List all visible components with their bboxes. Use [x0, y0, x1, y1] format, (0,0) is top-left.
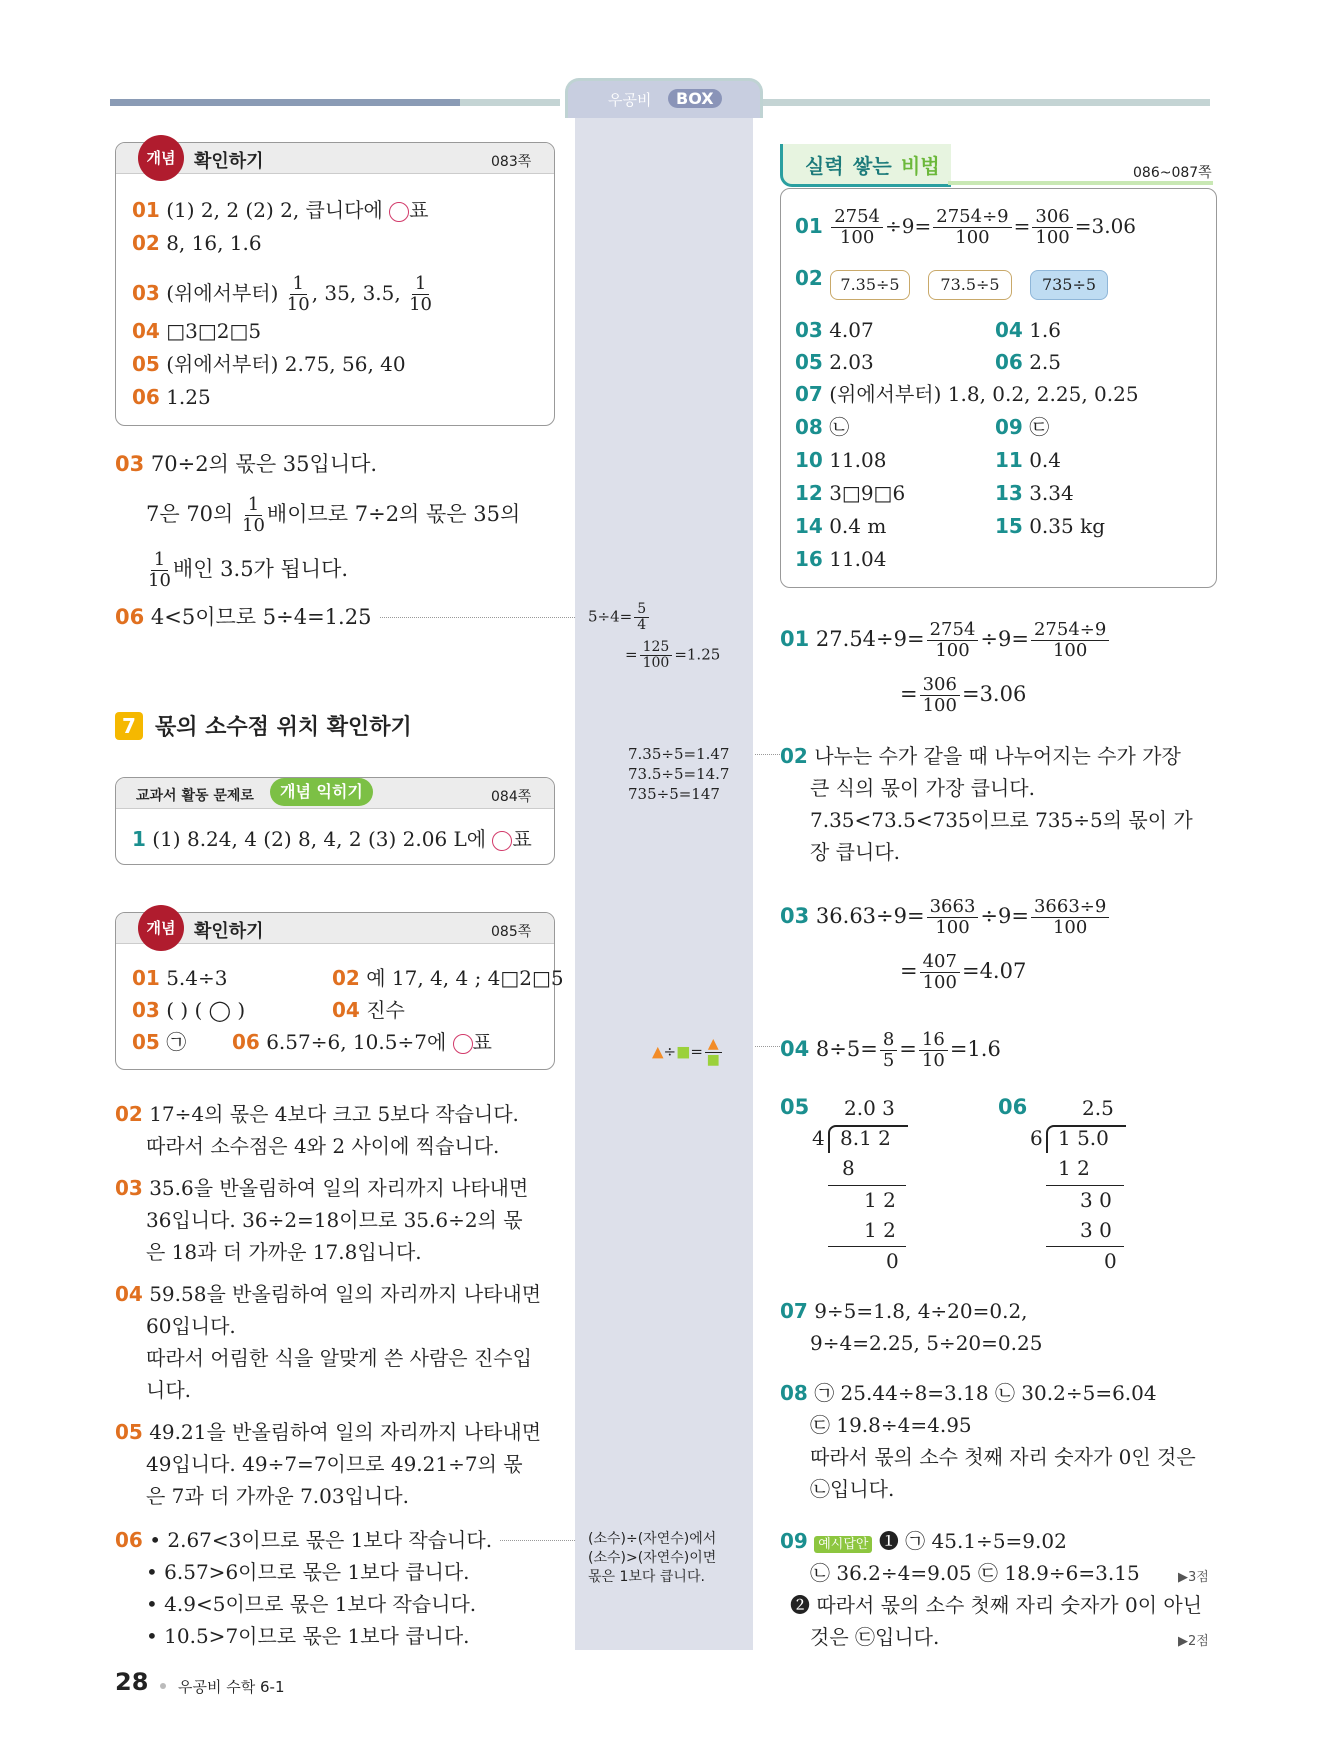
points-3: ▶3점 — [1178, 1570, 1209, 1585]
re-01: 01 27.54÷9= $\frac{2754}{100}$ ÷9= $\frac{2754\div 9}{100}$ — [780, 620, 1111, 661]
exp-02: 02 17÷4의 몫은 4보다 크고 5보다 작습니다. — [115, 1102, 519, 1126]
top-rule-left — [110, 99, 460, 106]
section-number: 7 — [115, 712, 143, 740]
re-07: 07 9÷5=1.8, 4÷20=0.2, — [780, 1299, 1028, 1323]
b1-03: 03 (위에서부터) $\frac{1}{10}$ , 35, 3.5, $\frac{1}{10}$ — [132, 273, 432, 315]
leader-dots-4 — [500, 1540, 575, 1541]
concept-badge: 개념 — [138, 135, 184, 181]
b3-02: 02 예 17, 4, 4 ; 4□2□5 — [332, 966, 564, 990]
footer-dot — [160, 1683, 166, 1689]
long-division-05: 2.0 3 4 8.1 2 8 1 2 1 2 0 — [812, 1093, 922, 1273]
section-title: 몫의 소수점 위치 확인하기 — [155, 715, 412, 740]
b1-04: 04 □3□2□5 — [132, 319, 262, 343]
b3-01: 01 5.4÷3 — [132, 966, 228, 990]
concept-badge: 개념 — [138, 905, 184, 951]
leader-dots-1 — [380, 617, 575, 618]
rb-02: 02 — [795, 266, 823, 290]
exp-03: 03 35.6을 반올림하여 일의 자리까지 나타내면 — [115, 1176, 529, 1200]
points-2: ▶2점 — [1178, 1634, 1209, 1649]
b3-03: 03 ( ) ( ◯ ) — [132, 998, 246, 1022]
exp06: 06 4<5이므로 5÷4=1.25 — [115, 605, 372, 629]
re-01b: = $\frac{306}{100}$ =3.06 — [900, 674, 1027, 716]
skill-title-2: 쌓는 — [853, 154, 892, 178]
box-page: 083쪽 — [491, 154, 532, 170]
b3-04: 04 진수 — [332, 998, 405, 1022]
exp03-l2: 7은 70의 $\frac{1}{10}$ 배이므로 7÷2의 몫은 35의 — [146, 494, 521, 536]
book-title: 우공비 수학 6-1 — [178, 1678, 285, 1696]
box2-lead: 교과서 활동 문제로 — [136, 788, 254, 804]
re-02: 02 나누는 수가 같을 때 나누어지는 수가 가장 — [780, 744, 1181, 768]
box-tab-box: BOX — [668, 89, 722, 108]
circle-mark — [453, 1034, 473, 1054]
re-09: 09 예시답안 ❶ ㉠ 45.1÷5=9.02 — [780, 1529, 1067, 1553]
answer-badge: 예시답안 — [814, 1536, 872, 1553]
b1-05: 05 (위에서부터) 2.75, 56, 40 — [132, 352, 406, 376]
b3-06: 06 6.57÷6, 10.5÷7에 표 — [232, 1030, 492, 1054]
exp-05: 05 49.21을 반올림하여 일의 자리까지 나타내면 — [115, 1420, 542, 1444]
mid-note-1: 5÷4= $\frac{5}{4}$ — [588, 602, 651, 633]
re-03: 03 36.63÷9= $\frac{3663}{100}$ ÷9= $\frac{3663\div 9}{100}$ — [780, 897, 1111, 938]
b1-02: 02 8, 16, 1.6 — [132, 231, 262, 255]
box-page: 085쪽 — [491, 924, 532, 940]
re-03b: = $\frac{407}{100}$ =4.07 — [900, 951, 1027, 993]
long-division-06: 2.5 6 1 5.0 1 2 3 0 3 0 0 — [1030, 1093, 1140, 1273]
b2-1: 1 (1) 8.24, 4 (2) 8, 4, 2 (3) 2.06 L에 표 — [132, 827, 532, 851]
re-08: 08 ㉠ 25.44÷8=3.18 ㉡ 30.2÷5=6.04 — [780, 1381, 1157, 1405]
page-number: 28 — [115, 1668, 149, 1696]
exp-04: 04 59.58을 반올림하여 일의 자리까지 나타내면 — [115, 1282, 542, 1306]
rb-01: 01 $\frac{2754}{100}$ ÷9= $\frac{2754\div 9}{100}$ = $\frac{306}{100}$ =3.06 — [795, 206, 1137, 248]
exp03-l3: $\frac{1}{10}$ 배인 3.5가 됩니다. — [148, 549, 349, 591]
mid-note-3: ▲÷■= $\frac{▲}{■}$ — [652, 1036, 720, 1068]
top-rule-mid — [460, 99, 560, 106]
box-page: 084쪽 — [491, 789, 532, 805]
skill-page: 086~087쪽 — [1133, 165, 1212, 181]
circle-mark — [492, 831, 512, 851]
box-tab — [565, 78, 763, 118]
re-06-num: 06 — [998, 1095, 1028, 1119]
box2-badge: 개념 익히기 — [270, 778, 373, 806]
re-05-num: 05 — [780, 1095, 810, 1119]
mid-note-2: 7.35÷5=1.47 73.5÷5=14.7 735÷5=147 — [628, 745, 730, 803]
b3-05: 05 ㉠ — [132, 1030, 187, 1054]
box-tab-label: 우공비 — [608, 91, 652, 109]
exp-02-l2: 따라서 소수점은 4와 2 사이에 찍습니다. — [146, 1134, 500, 1158]
mid-note-1b: = $\frac{125}{100}$ =1.25 — [625, 639, 721, 671]
top-rule-right — [755, 99, 1210, 106]
exp03-l1: 03 70÷2의 몫은 35입니다. — [115, 452, 378, 476]
box-title: 확인하기 — [194, 151, 264, 172]
circle-mark — [389, 202, 409, 222]
tag-2: 73.5÷5 — [928, 270, 1012, 300]
box-column — [575, 115, 753, 1650]
re-04: 04 8÷5= $\frac{8}{5}$ = $\frac{16}{10}$ =1.6 — [780, 1029, 1001, 1071]
tag-3: 735÷5 — [1030, 270, 1108, 300]
skill-box-header — [780, 144, 951, 187]
tag-1: 7.35÷5 — [830, 270, 910, 300]
exp-06: 06 • 2.67<3이므로 몫은 1보다 작습니다. — [115, 1528, 493, 1552]
leader-dots-2 — [755, 754, 780, 755]
skill-title-3: 비법 — [901, 154, 940, 178]
box-title: 확인하기 — [194, 921, 264, 942]
b1-01: 01 (1) 2, 2 (2) 2, 큽니다에 표 — [132, 198, 429, 222]
skill-title-1: 실력 — [805, 154, 844, 178]
leader-dots-3 — [755, 1046, 780, 1047]
mid-note-4: (소수)÷(자연수)에서 (소수)>(자연수)이면 몫은 1보다 큽니다. — [588, 1531, 717, 1585]
b1-06: 06 1.25 — [132, 385, 211, 409]
